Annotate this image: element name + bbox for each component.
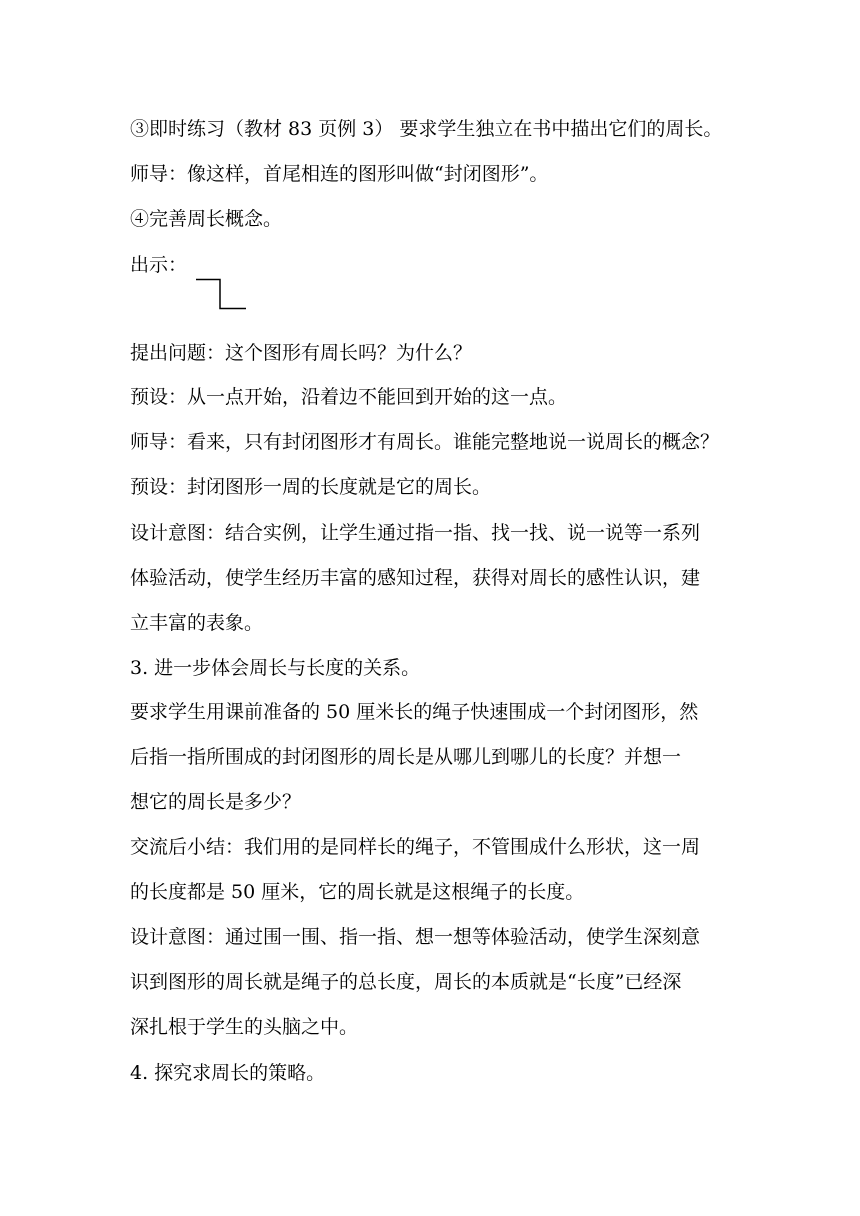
text-line: 深扎根于学生的头脑之中。 [130,1016,359,1038]
text-line: 交流后小结：我们用的是同样长的绳子，不管围成什么形状，这一周 [130,836,701,858]
text-line: 预设：封闭图形一周的长度就是它的周长。 [130,476,492,498]
text-line: 想它的周长是多少？ [130,791,302,813]
text-line: 识到图形的周长就是绳子的总长度，周长的本质就是“长度”已经深 [130,971,682,993]
section-heading: 4. 探究求周长的策略。 [130,1062,326,1084]
text-line: 提出问题：这个图形有周长吗？为什么？ [130,342,473,364]
text-line: 设计意图：结合实例，让学生通过指一指、找一找、说一说等一系列 [130,522,701,544]
text-line: 体验活动，使学生经历丰富的感知过程，获得对周长的感性认识，建 [130,567,701,589]
text-line: 设计意图：通过围一围、指一指、想一想等体验活动，使学生深刻意 [130,926,701,948]
open-figure-diagram [196,278,250,312]
text-line: 的长度都是 50 厘米，它的周长就是这根绳子的长度。 [130,881,585,903]
text-line: 出示： [130,254,188,276]
text-line: 要求学生用课前准备的 50 厘米长的绳子快速围成一个封闭图形，然 [130,701,699,723]
section-heading: 3. 进一步体会周长与长度的关系。 [130,657,421,679]
text-line: ③即时练习（教材 83 页例 3） 要求学生独立在书中描出它们的周长。 [130,118,723,140]
text-line: 师导：看来，只有封闭图形才有周长。谁能完整地说一说周长的概念？ [130,431,720,453]
text-line: ④完善周长概念。 [130,208,283,230]
text-line: 后指一指所围成的封闭图形的周长是从哪儿到哪儿的长度？并想一 [130,746,682,768]
text-line: 预设：从一点开始，沿着边不能回到开始的这一点。 [130,386,568,408]
text-line: 师导：像这样，首尾相连的图形叫做“封闭图形”。 [130,163,549,185]
open-polyline [196,280,246,309]
text-line: 立丰富的表象。 [130,612,264,634]
